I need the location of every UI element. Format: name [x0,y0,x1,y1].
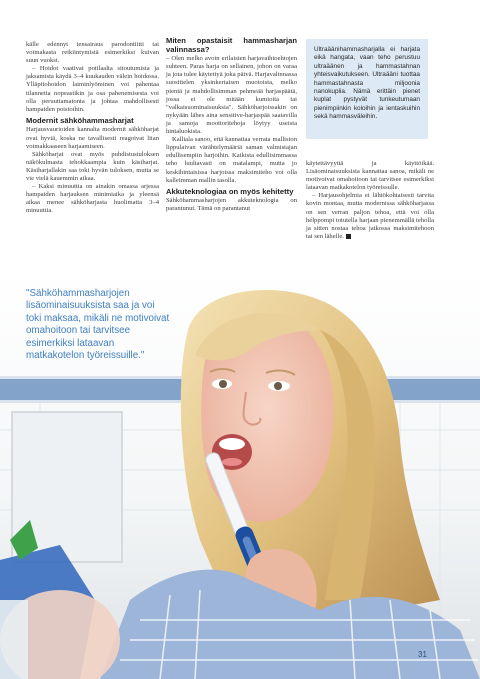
article-column-1 [26,41,159,215]
col2-paragraph: Kalliala sanoo, että kannattaa verrata malliston lippulaivan värähtelymääriä saman valmistajan edullisempiin harjoihin. Kaikista edullisimmassa teho luultavasti on matalampi, mutta jo keskihintaisissa harjoissa maksimiteho voi olla kalleimman mallin tasolla. [166,136,297,184]
section-heading: Akkuteknologiaa on myös kehitetty [166,186,294,196]
section-heading: Miten opastaisit hammasharjan valinnassa? [166,36,297,54]
col3-paragraph: käytettävyyttä ja käyttöikää. Lisäominaisuuksista kannattaa sanoa, mikäli ne motivoivat omahoitoon tai tarvitsee esimerkiksi lataavan matkakotelon työreissulle. [306,160,434,192]
col1-paragraph: Sähköharjat ovat myös puhdistustuloksen näkökulmasta tehokkaampia kuin käsiharjat. Käsiharjallakin saa toki hyvän tuloksen, mutta se vie vielä kauemmin aikaa. [26,150,159,182]
pull-quote: "Sähköhammasharjojen lisäominaisuuksista saa ja voi toki maksaa, mikäli ne motivoivat omahoitoon tai tarvitsee esimerkiksi lataavan matkakotelon työreissuille." [26,288,170,362]
article-column-2 [166,37,297,213]
col2-paragraph: Sähköhammasharjojen akkuteknologia on parantunut. Tämä on parantanut [166,197,297,213]
col1-paragraph: – Hoidot vaativat potilaalta sitoutumista ja jaksamista käydä 3–4 kuukauden välein hoidossa. Ylläpitohoidon laiminlyöminen voi pahentaa tilannetta nopeastikin ja osa pahenemisesta voi olla peruuttamatonta ja johtaa mahdollisesti hampaiden poistoihin. [26,65,159,113]
col1-paragraph: källe edennyt iensairaus parodontiitti tai voimakasta reikiintymistä esimerkiksi kuivan suun vuoksi. [26,41,159,65]
info-box-text: Ultraäänihammasharjalla ei harjata eikä hangata, vaan teho perustuu ultraäänen ja hammastahnan yhteisvaikutukseen. Ultraääni tuottaa hammastahnasta miljoonia nanokuplia. Nämä erittäin pienet kuplat pystyvät tunkeutumaan pienimpiinkin koloihin ja ientaskuihin sekä hammasväleihin. [314,46,420,121]
col2-paragraph: – Olen melko avoin erilaisten harjavaihtoehtojen suhteen. Paras harja on sellainen, johon on varaa ja jota tulee käytettyä joka päivä. Harjavalinnassa suosittelen yksinkertaisen muotoista, melko pientä ja mahdollisimman pehmeää harjaspäätä, jossa ei ole mitään kumioita tai "valkaisuominaisuuksia". Sähköharjoissakin on nykyään lähes aina sensitive-harjaspää saatavilla ja samoja moottoritehoja löytyy useista hintaluokista. [166,55,297,136]
section-heading: Modernit sähköhammasharjat [26,115,134,125]
page-number: 31 [418,650,427,659]
article-column-3 [306,160,434,241]
col3-paragraph: – Harjausohjelmia ei lähtökohtaisesti tarvita kovin montaa, mutta modernissa sähköharjassa on sen verran paljon tehoa, että voi olla hélppompi totutella harjaan pienemmällä teholla ja sitten nostaa tehoa jatkossa maksimitehoon tai sen lähelle. [306,192,434,240]
col1-paragraph: Harjausvaurioiden kannalta modernit sähköharjat ovat hyviä, koska ne tavallisesti reagoivat liian voimakkaaseen harjaamiseen. [26,126,159,150]
info-box [306,39,428,139]
end-of-article-mark [346,234,351,239]
col1-paragraph: – Kaksi minuuttia on ainakin omassa arjessa hampaiden harjauksen minimiaika ja yleensä aikaa menee sähköharjasta huolimatta 3–4 minuuttia. [26,183,159,215]
